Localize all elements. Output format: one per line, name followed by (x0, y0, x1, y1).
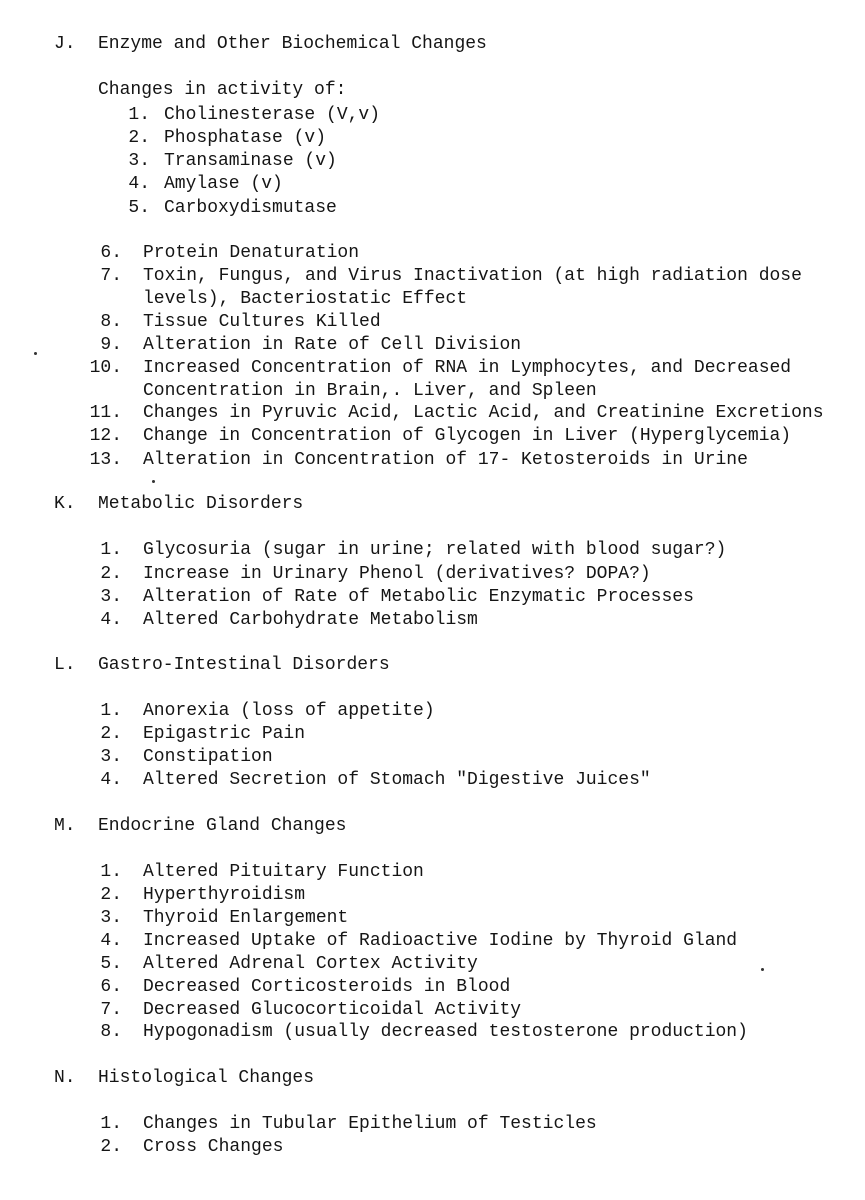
section-title: Gastro-Intestinal Disorders (98, 655, 390, 675)
section-title: Histological Changes (98, 1068, 315, 1088)
section-subheading: Changes in activity of: (98, 80, 347, 100)
section-heading (54, 816, 346, 836)
section-letter: N. (54, 1068, 76, 1088)
section-title: Metabolic Disorders (98, 494, 304, 514)
section-letter: J. (54, 34, 76, 54)
document-page: J. Enzyme and Other Biochemical Changes Changes in activity of: 1. Cholinesterase (V,v) 2. Phosphatase (v) 3. Transaminase (v) 4. Amylase (v) 5. Carboxydismutase 6. Protein Denaturation 7. Toxin, Fungus, and Virus Inactivation (at high radiation dose levels), Bacteriostatic Effect 8. Tissue Cultures Killed 9. Alteration in Rate of Cell Division 10. Increased Concentration of RNA in Lymphocytes, and Decreased Concentration in Brain,. Liver, and Spleen 11. Changes in Pyruvic Acid, Lactic Acid, and Creatinine Excretions 12. Change in Concentration of Glycogen in Liver (Hyperglycemia) 13. Alteration in Concentration of 17- Ketosteroids in Urine K. Metabolic Disorders 1. Glycosuria (sugar in urine; related with blood sugar?) 2. Increase in Urinary Phenol (derivatives? DOPA?) 3. Alteration of Rate of Metabolic Enzymatic Processes 4. Altered Carbohydrate Metabolism L. Gastro-Intestinal Disorders 1. Anorexia (loss of appetite) 2. Epigastric Pain 3. Constipation 4. Altered Secretion of Stomach "Digestive Juices" M. Endocrine Gland Changes 1. Altered Pituitary Function 2. Hyperthyroidism 3. Thyroid Enlargement 4. Increased Uptake of Radioactive Iodine by Thyroid Gland 5. Altered Adrenal Cortex Activity 6. Decreased Corticosteroids in Blood 7. Decreased Glucocorticoidal Activity 8. Hypogonadism (usually decreased testosterone production) N. Histological Changes 1. Changes in Tubular Epithelium of Testicles 2. Cross Changes (0, 0, 865, 1200)
section-title: Endocrine Gland Changes (98, 816, 347, 836)
section-letter: L. (54, 655, 76, 675)
section-title: Enzyme and Other Biochemical Changes (98, 34, 487, 54)
section-heading (54, 494, 303, 514)
section-heading (54, 1068, 314, 1088)
speck-mark (34, 352, 37, 355)
speck-mark (152, 480, 155, 483)
section-heading (54, 34, 487, 54)
section-letter: K. (54, 494, 76, 514)
section-heading (54, 655, 390, 675)
section-letter: M. (54, 816, 76, 836)
speck-mark (761, 968, 764, 971)
